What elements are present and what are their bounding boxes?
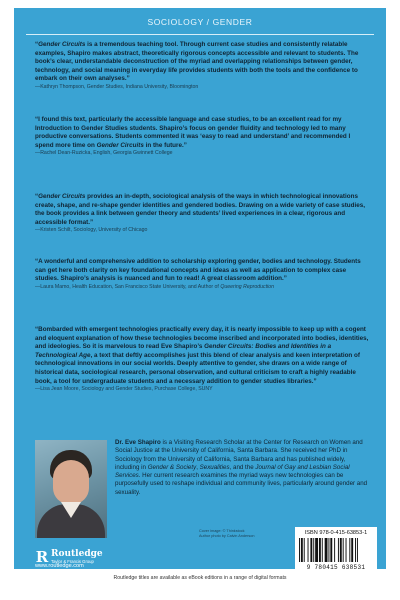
book-title-ref: Gender Circuits (38, 193, 86, 200)
book-title-ref: Gender Circuits (96, 141, 144, 149)
isbn-label: ISBN 978-0-415-63853-1 (304, 530, 368, 536)
quote-attribution: —Lisa Jean Moore, Sociology and Gender Studies, Purchase College, SUNY (35, 386, 213, 393)
image-credits: Cover image: © Thinkstock Author photo by Calvin Anderson (199, 529, 255, 539)
review-quote-3: “Gender Circuits provides an in-depth, sociological analysis of the ways in which technological innovations create, shape, and re-shape gender identities and gendered bodies. Drawing on a wide variety of case studies, the book provides a link between gender theory and students’ lived experiences in a clear, rigorous and accessible format.” —Kristen Schilt, Sociology, University of Chicago (35, 193, 369, 234)
quote-attribution: —Rachel Dean-Ruzicka, English, Georgia Gwinnett College (35, 150, 173, 157)
book-title-ref: Gender Circuits: Bodies and Identities in a Technological Age (35, 343, 332, 359)
barcode-icon (299, 538, 373, 562)
publisher-name: Routledge (51, 549, 103, 559)
quote-attribution: —Kathryn Thompson, Gender Studies, Indiana University, Bloomington (35, 83, 199, 90)
quote-attribution: —Kristen Schilt, Sociology, University of Chicago (35, 227, 148, 234)
publisher-group: Taylor & Francis Group (51, 559, 94, 564)
barcode-number: 9 780415 638531 (306, 564, 366, 571)
author-name: Dr. Eve Shapiro (115, 439, 161, 446)
author-photo (35, 440, 107, 538)
barcode-block (295, 527, 377, 574)
review-quote-2: “I found this text, particularly the accessible language and case studies, to be an excellent read for my Introduction to Gender Studies students. Shapiro’s focus on gender fluidity and technology led to many productive conversations. Students commented it was ‘easy to read and understand’ and recommended I spend more time on Gender Circuits in the future.” —Rachel Dean-Ruzicka, English, Georgia Gwinnett College (35, 116, 369, 157)
review-quote-4: “A wonderful and comprehensive addition to scholarship exploring gender, bodies and technology. Students can get here both clarity on key foundational concepts and ideas as well as application to complex case studies. Shapiro’s analysis is nuanced and fun to read! A great classroom addition.” —Laura Mamo, Health Education, San Francisco State University, and Author of Queering Reproduction (35, 258, 369, 291)
category-label: SOCIOLOGY / GENDER (147, 17, 253, 27)
ebook-note: Routledge titles are available as eBook editions in a range of digital formats (113, 575, 287, 581)
divider (26, 34, 374, 35)
back-cover (14, 8, 386, 569)
routledge-mark-icon: R (35, 548, 49, 566)
quote-attribution: —Laura Mamo, Health Education, San Francisco State University, and Author of Queering Reproduction (35, 283, 274, 290)
review-quote-1: “Gender Circuits is a tremendous teaching tool. Through current case studies and consistently relatable examples, Shapiro makes abstract, theoretically rigorous concepts accessible and relevant to students. The book’s clear, understandable deconstruction of the myriad and overlapping relationships between gender, technology, and social meaning in everyday life provides students with both the tools and the confidence to embark on their own analyses.” —Kathryn Thompson, Gender Studies, Indiana University, Bloomington (35, 41, 369, 91)
book-title-ref: Gender Circuits (38, 41, 86, 48)
review-quote-5: “Bombarded with emergent technologies practically every day, it is nearly impossible to keep up with a cogent and eloquent explanation of how these technologies become inscribed and incorporated into bodies, identities, and ideologies. So it is marvelous to read Eve Shapiro’s Gender Circuits: Bodies and Identities in a Technological Age, a text that deftly accomplishes just this blend of clear analysis and keen interpretation of technological innovations in our social worlds. Deeply attentive to gender, she draws on a wide range of historical data, sociological research, personal observation, and cultural criticism to craft a highly readable book, a tool for undergraduate students and a necessary addition to gender studies libraries.” —Lisa Jean Moore, Sociology and Gender Studies, Purchase College, SUNY (35, 326, 369, 393)
publisher-url[interactable]: www.routledge.com (35, 563, 84, 569)
author-bio: Dr. Eve Shapiro is a Visiting Research Scholar at the Center for Research on Women and Social Justice at the University of California, Santa Barbara. She received her PhD in Sociology from the University of California, Santa Barbara and has published widely, including in Gender & Society, Sexualities, and the Journal of Gay and Lesbian Social Services. Her current research examines the myriad ways new technologies can be purposefully used to reshape individual and community lives, particularly around gender and sexuality. (115, 439, 368, 496)
